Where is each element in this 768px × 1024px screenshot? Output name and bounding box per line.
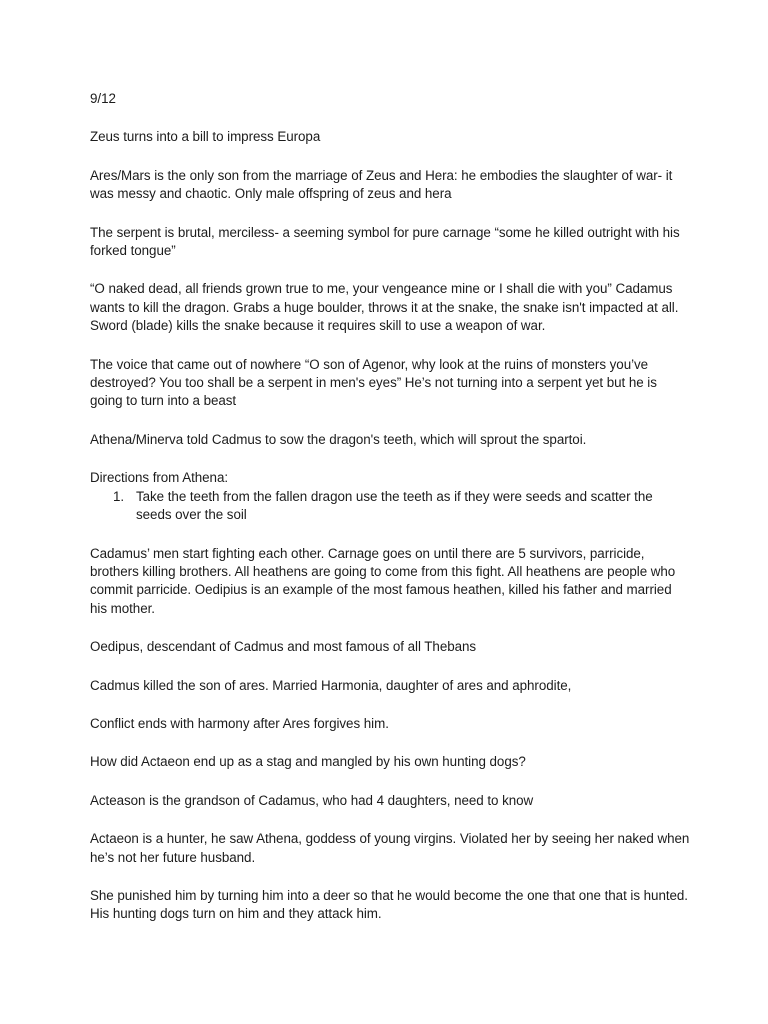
note-date: 9/12	[90, 91, 116, 106]
paragraph: Cadmus killed the son of ares. Married Harmonia, daughter of ares and aphrodite,	[90, 677, 572, 693]
paragraph: Zeus turns into a bill to impress Europa	[90, 129, 321, 145]
paragraph: Oedipus, descendant of Cadmus and most famous of all Thebans	[90, 639, 477, 655]
paragraph: Athena/Minerva told Cadmus to sow the dragon's teeth, which will sprout the spartoi.	[90, 431, 587, 447]
paragraph: Ares/Mars is the only son from the marriage of Zeus and Hera: he embodies the slaughter of war- it was messy and chaotic. Only male offspring of zeus and hera	[90, 167, 673, 202]
numbered-list	[90, 488, 690, 525]
paragraph: She punished him by turning him into a deer so that he would become the one that one that is hunted. His hunting dogs turn on him and they attack him.	[90, 887, 688, 922]
paragraph: Cadamus’ men start fighting each other. Carnage goes on until there are 5 survivors, parricide, brothers killing brothers. All heathens are going to come from this fight. All heathens are people who commit parricide. Oedipius is an example of the most famous heathen, killed his father and married his mother.	[90, 545, 676, 616]
list-item	[90, 488, 690, 525]
list-item-text: Take the teeth from the fallen dragon use the teeth as if they were seeds and scatter the seeds over the soil	[136, 488, 653, 523]
paragraph: The voice that came out of nowhere “O son of Agenor, why look at the ruins of monsters you’ve destroyed? You too shall be a serpent in men's eyes” He’s not turning into a serpent yet but he is going to turn into a beast	[90, 356, 657, 409]
document-body	[90, 90, 690, 944]
list-heading: Directions from Athena:	[90, 470, 229, 486]
paragraph: Conflict ends with harmony after Ares forgives him.	[90, 715, 389, 731]
paragraph: “O naked dead, all friends grown true to me, your vengeance mine or I shall die with you” Cadamus wants to kill the dragon. Grabs a huge boulder, throws it at the snake, the snake isn't impacted at all. Sword (blade) kills the snake because it requires skill to use a weapon of war.	[90, 281, 679, 334]
list-item-number: 1.	[113, 488, 125, 504]
paragraph: How did Actaeon end up as a stag and mangled by his own hunting dogs?	[90, 754, 526, 770]
paragraph: Acteason is the grandson of Cadamus, who had 4 daughters, need to know	[90, 792, 534, 808]
paragraph: The serpent is brutal, merciless- a seeming symbol for pure carnage “some he killed outright with his forked tongue”	[90, 224, 680, 259]
paragraph: Actaeon is a hunter, he saw Athena, goddess of young virgins. Violated her by seeing her naked when he’s not her future husband.	[90, 831, 690, 865]
